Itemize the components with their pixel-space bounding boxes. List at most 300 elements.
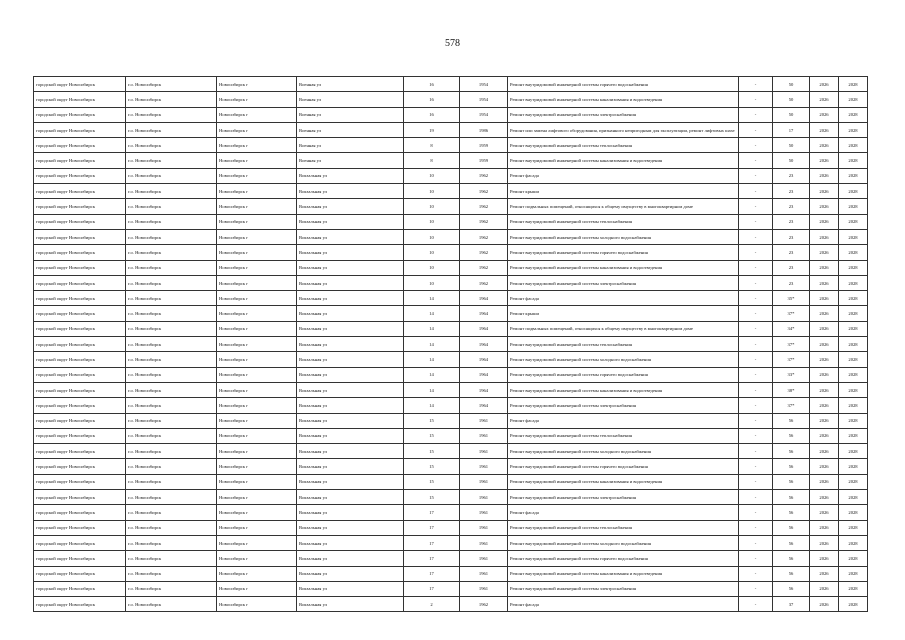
work-type-cell: Ремонт внутридомовой инженерной системы теплоснабжения xyxy=(508,428,739,443)
house-cell: 14 xyxy=(404,352,460,367)
house-cell: 10 xyxy=(404,229,460,244)
street-cell: Вокзальная ул xyxy=(297,413,404,428)
table-row xyxy=(34,245,868,260)
municipality-cell: городской округ Новосибирск xyxy=(34,520,126,535)
work-type-cell: Ремонт внутридомовой инженерной системы электроснабжения xyxy=(508,398,739,413)
year-cell: 1986 xyxy=(460,122,508,137)
end-year-cell: 2028 xyxy=(839,352,868,367)
end-year-cell: 2028 xyxy=(839,474,868,489)
end-year-cell: 2028 xyxy=(839,382,868,397)
house-cell: 14 xyxy=(404,291,460,306)
street-cell: Вокзальная ул xyxy=(297,597,404,612)
house-cell: 8 xyxy=(404,153,460,168)
percent-cell: 23 xyxy=(773,275,810,290)
street-cell: Вокзальная ул xyxy=(297,291,404,306)
end-year-cell: 2028 xyxy=(839,199,868,214)
house-cell: 14 xyxy=(404,382,460,397)
dash-cell: - xyxy=(739,337,773,352)
start-year-cell: 2026 xyxy=(810,122,839,137)
percent-cell: 33* xyxy=(773,367,810,382)
year-cell: 1962 xyxy=(460,597,508,612)
house-cell: 16 xyxy=(404,92,460,107)
year-cell: 1961 xyxy=(460,459,508,474)
end-year-cell: 2028 xyxy=(839,490,868,505)
street-cell: Военная ул xyxy=(297,77,404,92)
municipality-cell: городской округ Новосибирск xyxy=(34,581,126,596)
city-cell: Новосибирск г xyxy=(217,77,297,92)
district-cell: г.о. Новосибирск xyxy=(126,122,217,137)
start-year-cell: 2026 xyxy=(810,337,839,352)
street-cell: Вокзальная ул xyxy=(297,199,404,214)
work-type-cell: Ремонт внутридомовой инженерной системы холодного водоснабжения xyxy=(508,352,739,367)
year-cell: 1961 xyxy=(460,444,508,459)
table-row xyxy=(34,168,868,183)
city-cell: Новосибирск г xyxy=(217,535,297,550)
house-cell: 14 xyxy=(404,398,460,413)
start-year-cell: 2026 xyxy=(810,291,839,306)
work-type-cell: Ремонт или замена лифтового оборудования, признанного непригодным для эксплуатации, ремонт лифтовых шахт xyxy=(508,122,739,137)
percent-cell: 23 xyxy=(773,199,810,214)
dash-cell: - xyxy=(739,505,773,520)
municipality-cell: городской округ Новосибирск xyxy=(34,92,126,107)
percent-cell: 56 xyxy=(773,520,810,535)
start-year-cell: 2026 xyxy=(810,77,839,92)
end-year-cell: 2028 xyxy=(839,275,868,290)
table-row xyxy=(34,459,868,474)
municipality-cell: городской округ Новосибирск xyxy=(34,168,126,183)
start-year-cell: 2026 xyxy=(810,184,839,199)
percent-cell: 37* xyxy=(773,398,810,413)
house-cell: 15 xyxy=(404,474,460,489)
year-cell: 1961 xyxy=(460,428,508,443)
table-row xyxy=(34,474,868,489)
city-cell: Новосибирск г xyxy=(217,566,297,581)
municipality-cell: городской округ Новосибирск xyxy=(34,444,126,459)
work-type-cell: Ремонт фасада xyxy=(508,505,739,520)
city-cell: Новосибирск г xyxy=(217,352,297,367)
house-cell: 16 xyxy=(404,77,460,92)
street-cell: Вокзальная ул xyxy=(297,551,404,566)
percent-cell: 23 xyxy=(773,184,810,199)
house-cell: 17 xyxy=(404,581,460,596)
work-type-cell: Ремонт внутридомовой инженерной системы горячего водоснабжения xyxy=(508,367,739,382)
work-type-cell: Ремонт внутридомовой инженерной системы горячего водоснабжения xyxy=(508,459,739,474)
city-cell: Новосибирск г xyxy=(217,153,297,168)
work-type-cell: Ремонт внутридомовой инженерной системы холодного водоснабжения xyxy=(508,535,739,550)
dash-cell: - xyxy=(739,490,773,505)
house-cell: 10 xyxy=(404,245,460,260)
table-row xyxy=(34,444,868,459)
work-type-cell: Ремонт внутридомовой инженерной системы теплоснабжения xyxy=(508,337,739,352)
start-year-cell: 2026 xyxy=(810,490,839,505)
district-cell: г.о. Новосибирск xyxy=(126,581,217,596)
year-cell: 1962 xyxy=(460,245,508,260)
year-cell: 1961 xyxy=(460,505,508,520)
start-year-cell: 2026 xyxy=(810,306,839,321)
start-year-cell: 2026 xyxy=(810,92,839,107)
end-year-cell: 2028 xyxy=(839,260,868,275)
dash-cell: - xyxy=(739,321,773,336)
end-year-cell: 2028 xyxy=(839,306,868,321)
start-year-cell: 2026 xyxy=(810,474,839,489)
district-cell: г.о. Новосибирск xyxy=(126,168,217,183)
year-cell: 1961 xyxy=(460,413,508,428)
work-type-cell: Ремонт фасада xyxy=(508,291,739,306)
district-cell: г.о. Новосибирск xyxy=(126,153,217,168)
table-row xyxy=(34,122,868,137)
dash-cell: - xyxy=(739,459,773,474)
end-year-cell: 2028 xyxy=(839,413,868,428)
start-year-cell: 2026 xyxy=(810,214,839,229)
house-cell: 15 xyxy=(404,490,460,505)
table-row xyxy=(34,566,868,581)
start-year-cell: 2026 xyxy=(810,535,839,550)
year-cell: 1961 xyxy=(460,581,508,596)
start-year-cell: 2026 xyxy=(810,520,839,535)
dash-cell: - xyxy=(739,597,773,612)
house-cell: 14 xyxy=(404,367,460,382)
table-row xyxy=(34,291,868,306)
end-year-cell: 2028 xyxy=(839,428,868,443)
street-cell: Вокзальная ул xyxy=(297,229,404,244)
percent-cell: 56 xyxy=(773,444,810,459)
percent-cell: 50 xyxy=(773,153,810,168)
end-year-cell: 2028 xyxy=(839,597,868,612)
district-cell: г.о. Новосибирск xyxy=(126,184,217,199)
end-year-cell: 2028 xyxy=(839,337,868,352)
end-year-cell: 2028 xyxy=(839,229,868,244)
year-cell: 1962 xyxy=(460,184,508,199)
start-year-cell: 2026 xyxy=(810,382,839,397)
work-type-cell: Ремонт внутридомовой инженерной системы горячего водоснабжения xyxy=(508,551,739,566)
house-cell: 8 xyxy=(404,138,460,153)
percent-cell: 56 xyxy=(773,581,810,596)
start-year-cell: 2026 xyxy=(810,107,839,122)
table-row xyxy=(34,535,868,550)
district-cell: г.о. Новосибирск xyxy=(126,92,217,107)
city-cell: Новосибирск г xyxy=(217,444,297,459)
district-cell: г.о. Новосибирск xyxy=(126,352,217,367)
city-cell: Новосибирск г xyxy=(217,505,297,520)
street-cell: Военная ул xyxy=(297,122,404,137)
start-year-cell: 2026 xyxy=(810,597,839,612)
table-row xyxy=(34,490,868,505)
end-year-cell: 2028 xyxy=(839,77,868,92)
district-cell: г.о. Новосибирск xyxy=(126,306,217,321)
city-cell: Новосибирск г xyxy=(217,199,297,214)
municipality-cell: городской округ Новосибирск xyxy=(34,597,126,612)
table-row xyxy=(34,505,868,520)
table-row xyxy=(34,321,868,336)
municipality-cell: городской округ Новосибирск xyxy=(34,474,126,489)
district-cell: г.о. Новосибирск xyxy=(126,260,217,275)
house-cell: 15 xyxy=(404,459,460,474)
year-cell: 1962 xyxy=(460,275,508,290)
municipality-cell: городской округ Новосибирск xyxy=(34,505,126,520)
table-row xyxy=(34,199,868,214)
street-cell: Вокзальная ул xyxy=(297,444,404,459)
work-type-cell: Ремонт подвальных помещений, относящихся к общему имуществу в многоквартирном доме xyxy=(508,199,739,214)
dash-cell: - xyxy=(739,275,773,290)
year-cell: 1961 xyxy=(460,474,508,489)
house-cell: 10 xyxy=(404,168,460,183)
work-type-cell: Ремонт фасада xyxy=(508,597,739,612)
street-cell: Вокзальная ул xyxy=(297,398,404,413)
municipality-cell: городской округ Новосибирск xyxy=(34,260,126,275)
municipality-cell: городской округ Новосибирск xyxy=(34,566,126,581)
percent-cell: 23 xyxy=(773,245,810,260)
city-cell: Новосибирск г xyxy=(217,214,297,229)
street-cell: Вокзальная ул xyxy=(297,184,404,199)
city-cell: Новосибирск г xyxy=(217,597,297,612)
street-cell: Вокзальная ул xyxy=(297,566,404,581)
municipality-cell: городской округ Новосибирск xyxy=(34,382,126,397)
municipality-cell: городской округ Новосибирск xyxy=(34,107,126,122)
district-cell: г.о. Новосибирск xyxy=(126,77,217,92)
house-cell: 17 xyxy=(404,520,460,535)
city-cell: Новосибирск г xyxy=(217,275,297,290)
house-cell: 10 xyxy=(404,184,460,199)
start-year-cell: 2026 xyxy=(810,505,839,520)
percent-cell: 56 xyxy=(773,474,810,489)
street-cell: Вокзальная ул xyxy=(297,168,404,183)
city-cell: Новосибирск г xyxy=(217,122,297,137)
house-cell: 14 xyxy=(404,306,460,321)
municipality-cell: городской округ Новосибирск xyxy=(34,551,126,566)
street-cell: Вокзальная ул xyxy=(297,321,404,336)
table-row xyxy=(34,352,868,367)
municipality-cell: городской округ Новосибирск xyxy=(34,306,126,321)
year-cell: 1954 xyxy=(460,92,508,107)
percent-cell: 23 xyxy=(773,229,810,244)
city-cell: Новосибирск г xyxy=(217,520,297,535)
end-year-cell: 2028 xyxy=(839,581,868,596)
house-cell: 17 xyxy=(404,566,460,581)
work-type-cell: Ремонт внутридомовой инженерной системы канализования и водоотведения xyxy=(508,474,739,489)
street-cell: Вокзальная ул xyxy=(297,275,404,290)
work-type-cell: Ремонт внутридомовой инженерной системы теплоснабжения xyxy=(508,520,739,535)
dash-cell: - xyxy=(739,260,773,275)
table-row xyxy=(34,275,868,290)
table-row xyxy=(34,92,868,107)
end-year-cell: 2028 xyxy=(839,566,868,581)
year-cell: 1962 xyxy=(460,260,508,275)
street-cell: Вокзальная ул xyxy=(297,520,404,535)
city-cell: Новосибирск г xyxy=(217,398,297,413)
city-cell: Новосибирск г xyxy=(217,382,297,397)
end-year-cell: 2028 xyxy=(839,291,868,306)
district-cell: г.о. Новосибирск xyxy=(126,245,217,260)
street-cell: Военная ул xyxy=(297,138,404,153)
year-cell: 1964 xyxy=(460,382,508,397)
year-cell: 1961 xyxy=(460,520,508,535)
percent-cell: 23 xyxy=(773,260,810,275)
municipality-cell: городской округ Новосибирск xyxy=(34,337,126,352)
street-cell: Вокзальная ул xyxy=(297,535,404,550)
district-cell: г.о. Новосибирск xyxy=(126,382,217,397)
street-cell: Вокзальная ул xyxy=(297,490,404,505)
start-year-cell: 2026 xyxy=(810,413,839,428)
year-cell: 1959 xyxy=(460,153,508,168)
dash-cell: - xyxy=(739,474,773,489)
dash-cell: - xyxy=(739,214,773,229)
start-year-cell: 2026 xyxy=(810,428,839,443)
dash-cell: - xyxy=(739,413,773,428)
end-year-cell: 2028 xyxy=(839,184,868,199)
street-cell: Военная ул xyxy=(297,92,404,107)
work-type-cell: Ремонт крыши xyxy=(508,306,739,321)
end-year-cell: 2028 xyxy=(839,505,868,520)
city-cell: Новосибирск г xyxy=(217,138,297,153)
dash-cell: - xyxy=(739,352,773,367)
capital-repair-table xyxy=(33,76,868,612)
percent-cell: 56 xyxy=(773,505,810,520)
street-cell: Вокзальная ул xyxy=(297,459,404,474)
house-cell: 10 xyxy=(404,199,460,214)
street-cell: Вокзальная ул xyxy=(297,428,404,443)
work-type-cell: Ремонт внутридомовой инженерной системы электроснабжения xyxy=(508,107,739,122)
start-year-cell: 2026 xyxy=(810,581,839,596)
table-body xyxy=(34,77,868,612)
start-year-cell: 2026 xyxy=(810,245,839,260)
percent-cell: 37* xyxy=(773,306,810,321)
district-cell: г.о. Новосибирск xyxy=(126,535,217,550)
house-cell: 14 xyxy=(404,321,460,336)
city-cell: Новосибирск г xyxy=(217,184,297,199)
city-cell: Новосибирск г xyxy=(217,291,297,306)
start-year-cell: 2026 xyxy=(810,459,839,474)
dash-cell: - xyxy=(739,398,773,413)
year-cell: 1964 xyxy=(460,291,508,306)
house-cell: 15 xyxy=(404,413,460,428)
end-year-cell: 2028 xyxy=(839,138,868,153)
municipality-cell: городской округ Новосибирск xyxy=(34,321,126,336)
work-type-cell: Ремонт внутридомовой инженерной системы электроснабжения xyxy=(508,490,739,505)
street-cell: Вокзальная ул xyxy=(297,367,404,382)
street-cell: Военная ул xyxy=(297,107,404,122)
end-year-cell: 2028 xyxy=(839,214,868,229)
percent-cell: 56 xyxy=(773,459,810,474)
city-cell: Новосибирск г xyxy=(217,474,297,489)
district-cell: г.о. Новосибирск xyxy=(126,444,217,459)
district-cell: г.о. Новосибирск xyxy=(126,505,217,520)
district-cell: г.о. Новосибирск xyxy=(126,229,217,244)
start-year-cell: 2026 xyxy=(810,138,839,153)
end-year-cell: 2028 xyxy=(839,398,868,413)
city-cell: Новосибирск г xyxy=(217,229,297,244)
table-row xyxy=(34,184,868,199)
dash-cell: - xyxy=(739,291,773,306)
page-number: 578 xyxy=(445,38,460,49)
district-cell: г.о. Новосибирск xyxy=(126,398,217,413)
work-type-cell: Ремонт внутридомовой инженерной системы электроснабжения xyxy=(508,275,739,290)
table-row xyxy=(34,153,868,168)
work-type-cell: Ремонт внутридомовой инженерной системы канализования и водоотведения xyxy=(508,382,739,397)
start-year-cell: 2026 xyxy=(810,398,839,413)
dash-cell: - xyxy=(739,566,773,581)
year-cell: 1961 xyxy=(460,551,508,566)
dash-cell: - xyxy=(739,535,773,550)
work-type-cell: Ремонт внутридомовой инженерной системы канализования и водоотведения xyxy=(508,92,739,107)
year-cell: 1962 xyxy=(460,168,508,183)
table-row xyxy=(34,398,868,413)
house-cell: 10 xyxy=(404,214,460,229)
dash-cell: - xyxy=(739,168,773,183)
year-cell: 1962 xyxy=(460,199,508,214)
year-cell: 1961 xyxy=(460,535,508,550)
house-cell: 14 xyxy=(404,337,460,352)
year-cell: 1961 xyxy=(460,490,508,505)
table-row xyxy=(34,551,868,566)
dash-cell: - xyxy=(739,122,773,137)
percent-cell: 50 xyxy=(773,92,810,107)
street-cell: Вокзальная ул xyxy=(297,382,404,397)
work-type-cell: Ремонт внутридомовой инженерной системы электроснабжения xyxy=(508,581,739,596)
work-type-cell: Ремонт внутридомовой инженерной системы канализования и водоотведения xyxy=(508,260,739,275)
start-year-cell: 2026 xyxy=(810,321,839,336)
start-year-cell: 2026 xyxy=(810,229,839,244)
district-cell: г.о. Новосибирск xyxy=(126,490,217,505)
city-cell: Новосибирск г xyxy=(217,413,297,428)
end-year-cell: 2028 xyxy=(839,444,868,459)
dash-cell: - xyxy=(739,245,773,260)
municipality-cell: городской округ Новосибирск xyxy=(34,138,126,153)
end-year-cell: 2028 xyxy=(839,551,868,566)
house-cell: 2 xyxy=(404,597,460,612)
district-cell: г.о. Новосибирск xyxy=(126,413,217,428)
end-year-cell: 2028 xyxy=(839,459,868,474)
work-type-cell: Ремонт внутридомовой инженерной системы теплоснабжения xyxy=(508,138,739,153)
city-cell: Новосибирск г xyxy=(217,306,297,321)
year-cell: 1964 xyxy=(460,321,508,336)
percent-cell: 56 xyxy=(773,428,810,443)
end-year-cell: 2028 xyxy=(839,122,868,137)
percent-cell: 23 xyxy=(773,214,810,229)
street-cell: Вокзальная ул xyxy=(297,337,404,352)
municipality-cell: городской округ Новосибирск xyxy=(34,291,126,306)
start-year-cell: 2026 xyxy=(810,199,839,214)
municipality-cell: городской округ Новосибирск xyxy=(34,490,126,505)
district-cell: г.о. Новосибирск xyxy=(126,291,217,306)
municipality-cell: городской округ Новосибирск xyxy=(34,214,126,229)
start-year-cell: 2026 xyxy=(810,566,839,581)
start-year-cell: 2026 xyxy=(810,153,839,168)
start-year-cell: 2026 xyxy=(810,551,839,566)
start-year-cell: 2026 xyxy=(810,168,839,183)
dash-cell: - xyxy=(739,92,773,107)
street-cell: Вокзальная ул xyxy=(297,214,404,229)
work-type-cell: Ремонт внутридомовой инженерной системы горячего водоснабжения xyxy=(508,245,739,260)
table-row xyxy=(34,107,868,122)
percent-cell: 56 xyxy=(773,490,810,505)
municipality-cell: городской округ Новосибирск xyxy=(34,535,126,550)
percent-cell: 56 xyxy=(773,566,810,581)
table-row xyxy=(34,214,868,229)
municipality-cell: городской округ Новосибирск xyxy=(34,398,126,413)
percent-cell: 56 xyxy=(773,413,810,428)
city-cell: Новосибирск г xyxy=(217,490,297,505)
house-cell: 10 xyxy=(404,275,460,290)
table-row xyxy=(34,597,868,612)
district-cell: г.о. Новосибирск xyxy=(126,321,217,336)
street-cell: Вокзальная ул xyxy=(297,581,404,596)
city-cell: Новосибирск г xyxy=(217,245,297,260)
municipality-cell: городской округ Новосибирск xyxy=(34,459,126,474)
house-cell: 15 xyxy=(404,444,460,459)
year-cell: 1954 xyxy=(460,77,508,92)
dash-cell: - xyxy=(739,428,773,443)
district-cell: г.о. Новосибирск xyxy=(126,459,217,474)
